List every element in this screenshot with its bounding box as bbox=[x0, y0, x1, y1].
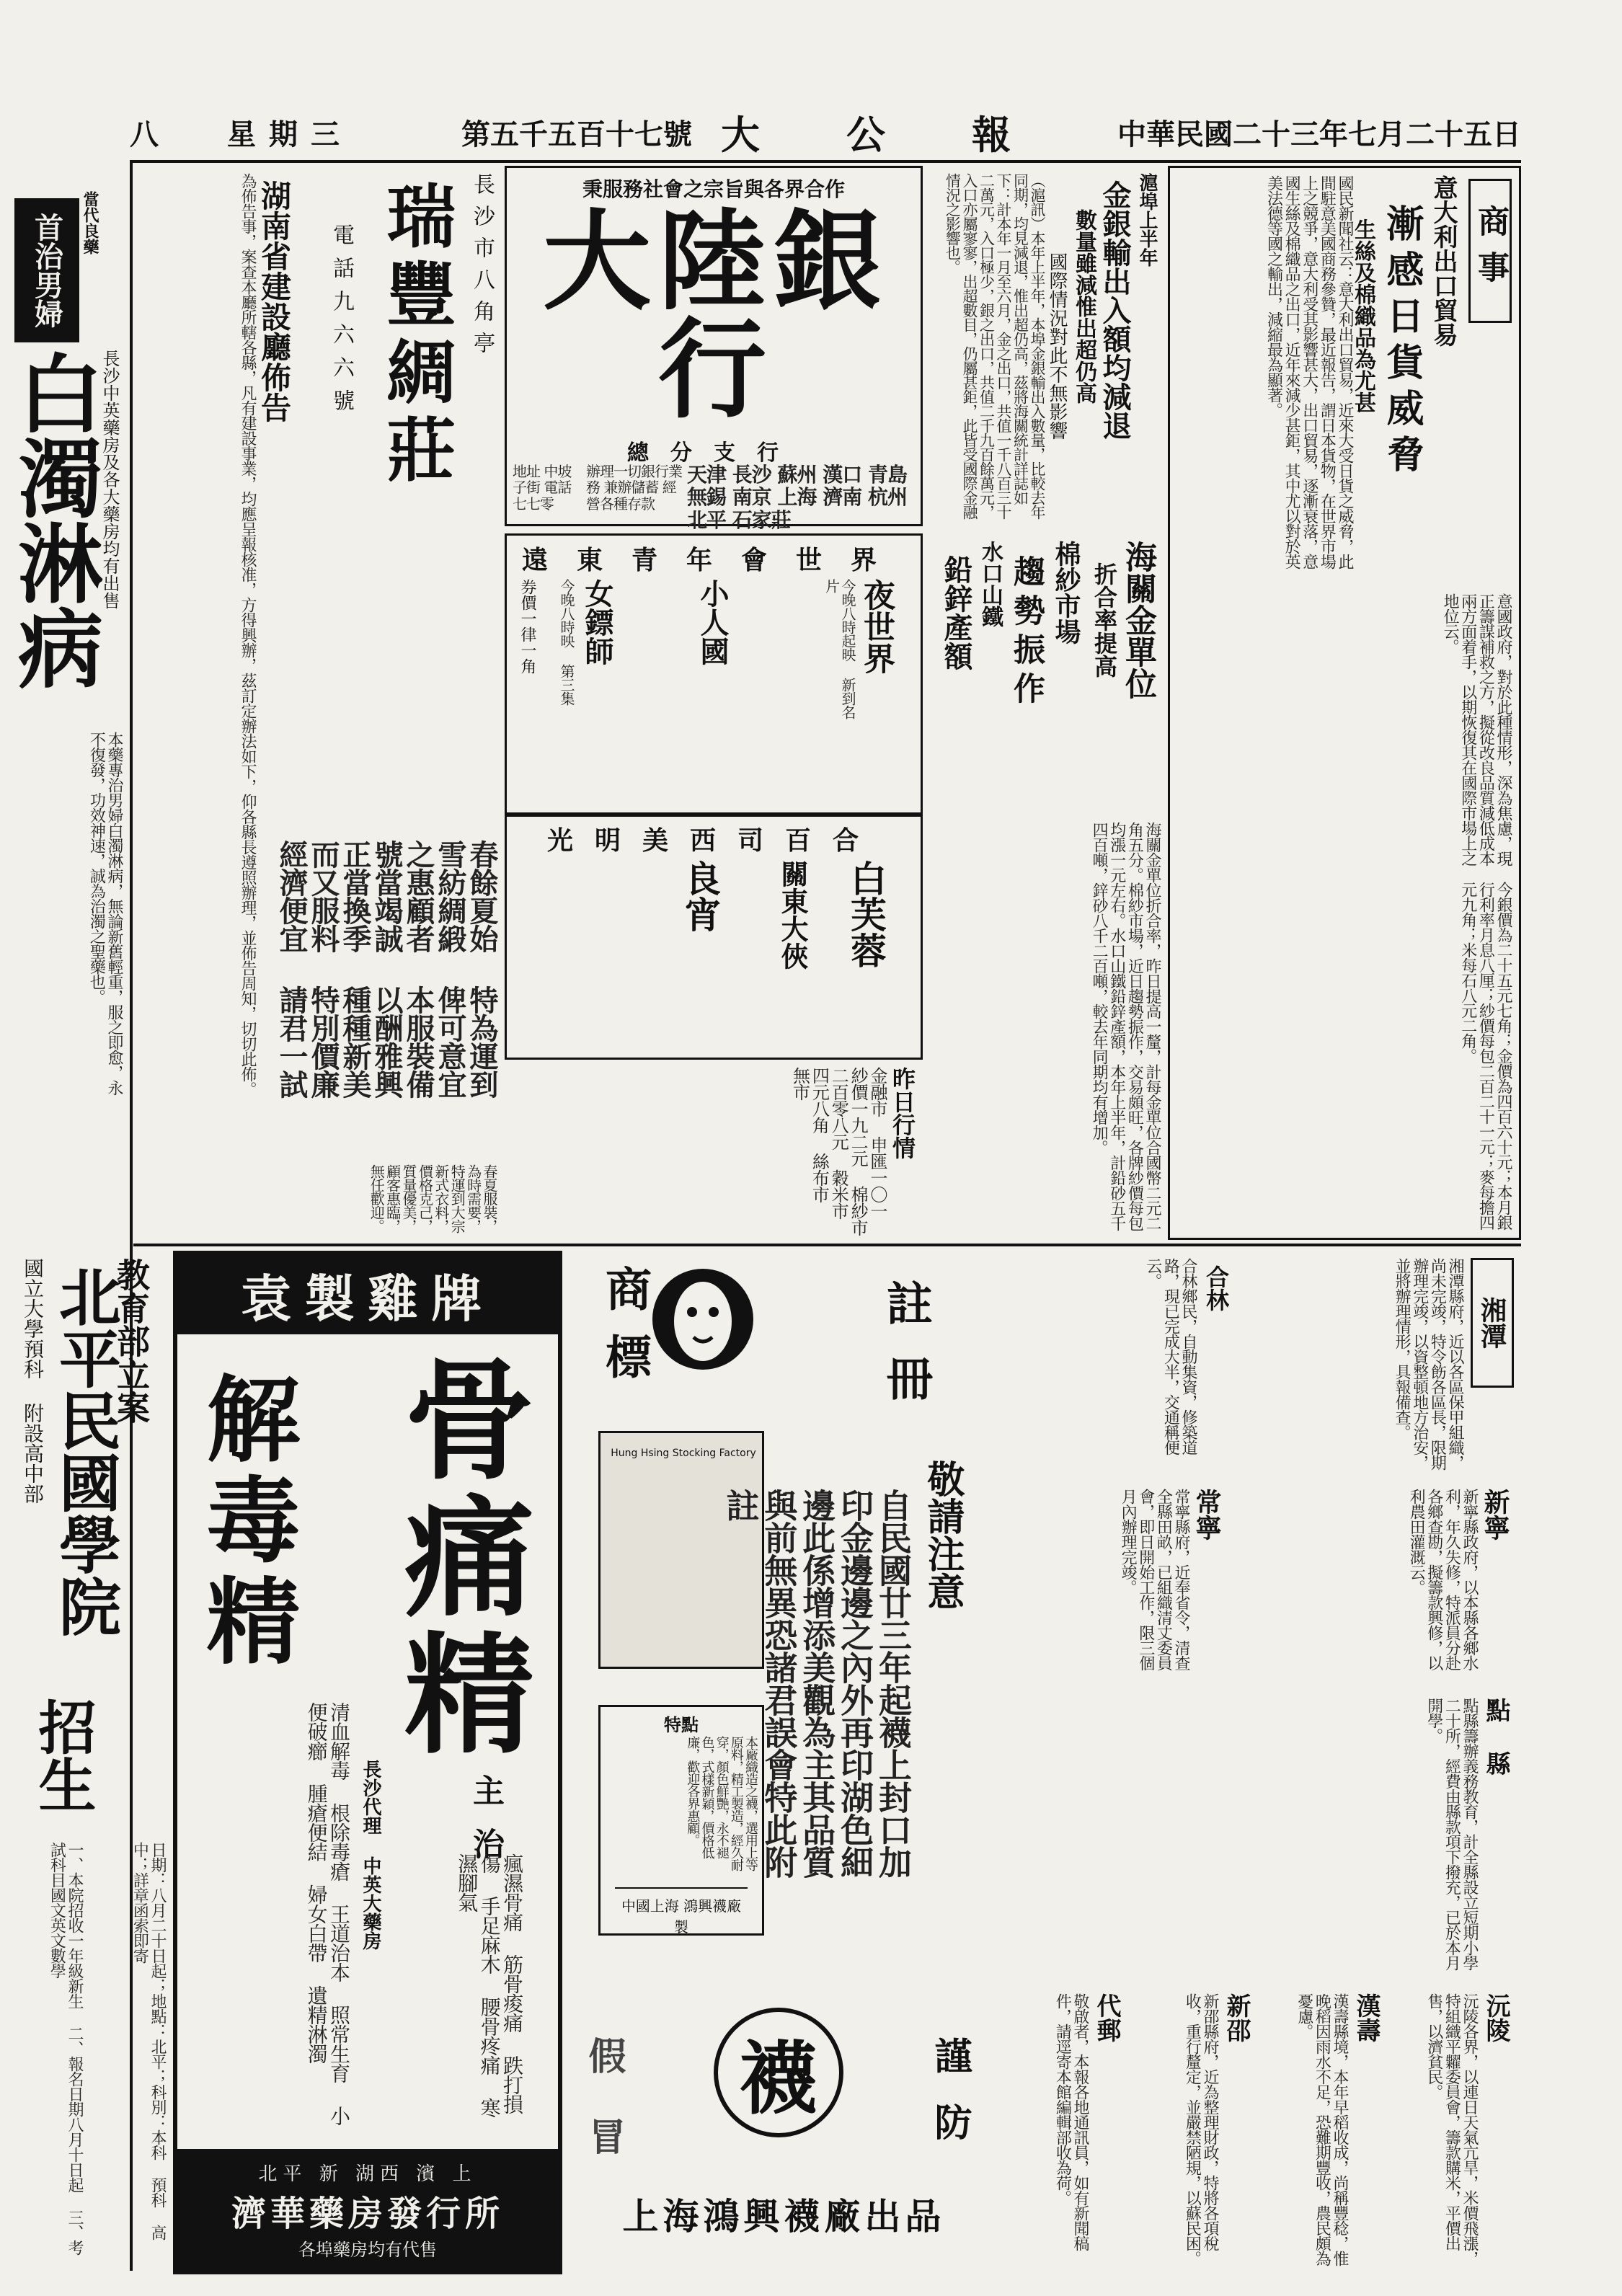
trademark-label-2: 註冊 bbox=[879, 1280, 933, 1430]
local-news-headline-5: 沅陵 bbox=[1481, 1993, 1510, 2042]
school-details: 一、本院招收一年級新生 二、報名日期八月十日起 三、考試科目國文英文數學 bbox=[48, 1842, 84, 2255]
local-news-headline-6: 漢壽 bbox=[1352, 1993, 1381, 2042]
bullion-head: 滬埠上半年 bbox=[1136, 173, 1158, 267]
silk-city: 長沙市八角亭 bbox=[469, 173, 495, 363]
market-section bbox=[930, 533, 1164, 1240]
trademark-features bbox=[598, 1705, 764, 1936]
bank-branches: 天津 長沙 蘇州 漢口 青島 無錫 南京 上海 濟南 杭州 北平 石家莊 bbox=[687, 463, 907, 532]
medicine-product-2: 解毒精 bbox=[191, 1370, 301, 1673]
trademark-label-card bbox=[598, 1431, 764, 1669]
market-cotton-sub: 趨勢振作 bbox=[1008, 555, 1045, 711]
bank-head-office-label: 總分支行 bbox=[627, 440, 800, 466]
trademark-notice-title: 敬請注意 bbox=[921, 1460, 965, 1610]
cinema-col-1: 夜世界 bbox=[858, 579, 895, 674]
silk-ad-slogan bbox=[275, 836, 501, 1240]
trademark-notice-body: 自民國廿三年起襪上封口加印金邊邊之內外再印湖色細邊此係增添美觀為主其品質與前無異恐諸君誤會特此附註 bbox=[721, 1489, 913, 1878]
cinema-col-3-note: 今晚八時映 第三集 bbox=[558, 579, 575, 705]
cinema-col-3: 女鏢師 bbox=[580, 579, 614, 665]
medicine-footer-name: 濟華藥房發行所 bbox=[231, 2193, 504, 2234]
side-ad-note: 長沙中英藥房及各大藥房均有出售 bbox=[99, 350, 120, 609]
market-daily-title: 昨日行情 bbox=[889, 1067, 916, 1159]
bank-slogan: 秉服務社會之宗旨與各界合作 bbox=[582, 177, 845, 201]
market-ore-title: 水口山鐵 bbox=[978, 541, 1003, 627]
trademark-emblem bbox=[649, 1265, 757, 1373]
trademark-features-body: 本廠織造之襪，選用上等原料，精工製造，經久耐穿，顏色鮮艷，永不褪色，式樣新穎，價格低廉，歡迎各界惠顧。 bbox=[685, 1736, 758, 1871]
school-ad bbox=[0, 1251, 169, 2274]
market-prices bbox=[505, 1063, 923, 1240]
notice-title: 湖南省建設廳佈告 bbox=[257, 180, 292, 422]
commerce-market-notes: 今銀價為二十五元七角；金價為四百六十元；本月銀行利率月息八厘；紗價每包二百二十一元；麥每擔四元九角；米每石八元二角。 bbox=[1458, 882, 1512, 1230]
commerce-deck: 生絲及棉織品為尤甚 bbox=[1350, 218, 1375, 413]
commerce-section bbox=[1168, 166, 1521, 1240]
local-news-headline-7: 新邵 bbox=[1222, 1993, 1251, 2042]
bank-services: 辦理一切銀行業務 兼辦儲蓄 經營各種存款 bbox=[586, 463, 682, 513]
market-cotton-title: 棉紗市場 bbox=[1051, 541, 1081, 644]
local-news-body-5: 沅陵各界，以連日天氣亢旱，米價飛漲，特組織平糶委員會，籌款購米，平價出售，以濟貧民。 bbox=[1424, 1993, 1479, 2266]
masthead-rule bbox=[130, 160, 1521, 163]
trademark-features-title: 特點 bbox=[664, 1714, 699, 1735]
trademark-logo-text: 襪 bbox=[739, 2032, 818, 2125]
silk-ad bbox=[303, 166, 501, 526]
cinema-col-4: 光明美西司百合 bbox=[546, 825, 880, 856]
silk-slogan: 春夏服裝，為時需要，特運到大宗新式衣料，價格克己，質量優美，顧客惠臨，無任歡迎。 bbox=[368, 1164, 498, 1233]
trademark-factory-seal: 中國上海 鴻興襪廠製 bbox=[615, 1887, 748, 1936]
bullion-title: 金銀輸出入額均減退 bbox=[1098, 180, 1132, 440]
commerce-body-1: 國民新聞社云：意大利出口貿易，近來大受日貨之威脅，此間駐意美國商務參贊，最近報告，謂日本貨物，在世界市場上之競爭，意大利受其影響甚大，出口貿易，逐漸衰落，意國生絲及棉織品之出口，近年來減少甚鉅，其中尤以對於英美法德等國之輸出，減縮最為顯著。 bbox=[1264, 175, 1354, 569]
silk-lines: 春餘夏始 特為運到 雪紡綢緞 俾可意宜 之惠顧者 本服裝備 號當竭誠 以酬雅興 正當換季 種種新美 而又服料 特別價廉 經濟便宜 請君一試 bbox=[275, 840, 499, 1098]
masthead-page: 八 bbox=[130, 118, 159, 151]
silk-phone: 電話九六六號 bbox=[329, 223, 354, 422]
cinema-col-2: 小人國 bbox=[696, 579, 730, 665]
side-ad-body: 本藥專治男婦白濁淋病，無論新舊輕重，服之即愈，永不復發，功效神速，誠為治濁之聖藥也。 bbox=[87, 732, 123, 1095]
local-news-body-7: 新邵縣府，近為整理財政，特將各項稅收，重行釐定，並嚴禁陋規，以蘇民困。 bbox=[1183, 1993, 1219, 2266]
local-news-headline-4: 點 縣 bbox=[1481, 1698, 1510, 1776]
school-action: 招生 bbox=[29, 1698, 97, 1813]
medicine-indications-2: 清血解毒 根除毒瘡 王道治本 照常生育 小便破癤 腫瘡便結 婦女白帶 遺精淋濁 bbox=[304, 1702, 351, 2125]
medicine-product-1: 骨痛精 bbox=[383, 1352, 535, 1763]
trademark-fake: 假冒 bbox=[582, 2036, 626, 2198]
school-sub: 國立大學預科 附設高中部 bbox=[21, 1258, 45, 1504]
bullion-body: （滬訊）本年上半年，本埠金銀輸出入數量，比較去年同期，均見減退，惟出超仍高，茲將海關統計詳誌如下：計本年一月至六月，金之出口，共值一千八百三十二萬元，入口極少，銀之出口，共值二千九百餘萬元，入口亦屬寥寥，出超數目，仍屬甚鉅，此皆受國際金融情況之影響也。 bbox=[944, 173, 1046, 519]
cinema-col-7: 關東大俠 bbox=[776, 860, 809, 970]
masthead bbox=[130, 105, 1521, 158]
medicine-footer bbox=[177, 2149, 558, 2270]
local-news-body-4: 點縣籌辦義務教育，計全縣設立短期小學二十所，經費由縣款項下撥充，已於本月開學。 bbox=[1424, 1698, 1479, 1970]
medicine-brand: 袁製雞牌 bbox=[177, 1255, 558, 1334]
school-note: 日期：八月二十日起；地點：北平；科別：本科 預科 高中；詳章函索即寄 bbox=[130, 1842, 167, 2240]
cinema-col-5: 白芙蓉 bbox=[845, 860, 887, 968]
local-news-body-2: 新寧縣政府，以本縣各鄉水利，年久失修，特派員分赴各鄉查勘，擬籌款興修，以利農田灌溉云。 bbox=[1407, 1489, 1479, 1670]
school-org: 教育部立案 bbox=[112, 1258, 151, 1424]
medicine-footer-sub: 各埠藥房均有代售 bbox=[298, 2239, 437, 2260]
bullion-sub: 國際情況對此不無影響 bbox=[1046, 252, 1068, 440]
local-news-body-8: 敬啟者，本報各地通訊員，如有新聞稿件，請逕寄本館編輯部收為荷。 bbox=[1053, 1993, 1089, 2251]
commerce-section-label: 商事 bbox=[1468, 179, 1512, 323]
trademark-emblem-icon bbox=[649, 1265, 757, 1373]
medicine-agent: 長沙代理 中英大藥房 bbox=[360, 1760, 381, 1950]
side-ad-name: 白濁淋病 bbox=[4, 350, 104, 690]
cinema-prices: 券價一律一角 bbox=[518, 579, 536, 674]
cinema-ad-2 bbox=[505, 815, 923, 1060]
medicine-footer-top: 北平 新 湖西 濱 上 bbox=[258, 2163, 477, 2185]
bank-address: 地址 中坡子街 電話 七七零 bbox=[513, 463, 572, 513]
commerce-subheadline: 漸感日貨威脅 bbox=[1380, 204, 1424, 481]
medicine-ad bbox=[173, 1251, 562, 2274]
masthead-weekday: 星期三 bbox=[227, 118, 353, 151]
commerce-body-2: 意國政府，對於此種情形，深為焦慮，現正籌謀補救之方，擬從改良品質減低成本兩方面着手，以期恢復其在國際市場上之地位云。 bbox=[1441, 593, 1512, 866]
bank-name: 大陸銀行 bbox=[542, 198, 889, 433]
school-name: 北平民國學院 bbox=[48, 1265, 121, 1637]
local-news-body-3: 常寧縣府，近奉省令，清查全縣田畝，已組織清丈委員會，即日開始工作，限三個月內辦理完竣。 bbox=[1119, 1489, 1190, 1670]
market-body: 海關金單位折合率，昨日提高一釐，計每金單位合國幣二元二角五分。棉紗市場，近日趨勢振作，交易頗旺，各牌紗價每包均漲一元左右。水口山鐵鉛鋅產額，本年上半年，計鉛砂五千四百噸，鋅砂八千二百噸，較去年同期均有增加。 bbox=[1090, 822, 1161, 1231]
cinema-title: 遠東青年會世界 bbox=[521, 545, 905, 575]
medicine-indication-title: 主治 bbox=[467, 1774, 504, 1881]
market-title: 海關金單位 bbox=[1120, 541, 1156, 699]
notice-body: 為佈告事，案查本廳所轄各縣，凡有建設事業，均應呈報核准，方得興辦，茲訂定辦法如下，仰各縣長遵照辦理，並佈告周知，切切此佈。 bbox=[239, 173, 257, 1096]
silk-name: 瑞豐綢莊 bbox=[376, 180, 457, 492]
local-news-body-9: 合林鄉民，自動集資，修築道路，現已完成大半，交通稱便云。 bbox=[1143, 1258, 1197, 1455]
bullion-deck: 數量雖減惟出超仍高 bbox=[1071, 209, 1096, 404]
cinema-ad bbox=[505, 533, 923, 815]
trademark-label-english: Hung Hsing Stocking Factory bbox=[611, 1448, 756, 1459]
side-ad-label: 當代良藥 bbox=[81, 191, 99, 254]
local-news-body-6: 漢壽縣境，本年早稻收成，尚稱豐稔，惟晚稻因雨水不足，恐難期豐收，農民頗為憂慮。 bbox=[1295, 1993, 1349, 2266]
cinema-col-1-note: 今晚八時起映 新到名片 bbox=[823, 579, 856, 719]
local-news-headline-8: 代郵 bbox=[1092, 1993, 1121, 2042]
commerce-headline: 意大利出口貿易 bbox=[1429, 175, 1458, 347]
trademark-caution: 謹防 bbox=[928, 2036, 972, 2169]
masthead-paper-name: 大公報 bbox=[721, 112, 1097, 158]
local-news bbox=[1002, 1251, 1521, 2274]
cinema-col-6: 良宵 bbox=[679, 860, 722, 932]
bullion-article bbox=[930, 166, 1164, 526]
local-news-headline-9: 合林 bbox=[1202, 1265, 1230, 1311]
notice bbox=[133, 166, 299, 1240]
trademark-factory: 上海鴻興襪廠出品 bbox=[622, 2195, 946, 2238]
local-news-headline-3: 常寧 bbox=[1192, 1489, 1222, 1541]
medicine-indications-1: 瘋濕骨痛 筋骨痠痛 跌打損傷 手足麻木 腰骨疼痛 寒濕腳氣 bbox=[455, 1853, 524, 2117]
market-ore-sub: 鉛鋅產額 bbox=[939, 555, 973, 670]
market-prices-body: 金融市 申匯一〇一 紗價一九二元 棉紗市 二百零八元 穀米市 四元八角 絲布市 無市 bbox=[789, 1067, 887, 1236]
trademark-ad bbox=[570, 1251, 998, 2274]
mid-rule bbox=[133, 1244, 1521, 1246]
local-news-headline-2: 新寧 bbox=[1480, 1489, 1510, 1541]
masthead-issue: 第五千五百十七號 bbox=[461, 118, 692, 151]
market-subtitle: 折合率提高 bbox=[1091, 562, 1118, 678]
masthead-date: 中華民國二十三年七月二十五日 bbox=[1117, 118, 1521, 151]
trademark-label-1: 商標 bbox=[598, 1265, 652, 1401]
trademark-logo bbox=[714, 2008, 843, 2137]
bank-ad bbox=[505, 166, 923, 532]
local-news-body-1: 湘潭縣府，近以各區保甲組織，尚未完竣，特令飭各區長，限期辦理完竣，以資整頓地方治安，並將辦理情形，具報備查。 bbox=[1393, 1258, 1464, 1470]
side-ad-sub: 首治男婦 bbox=[14, 198, 79, 342]
local-news-headline-1: 湘潭 bbox=[1471, 1258, 1514, 1388]
